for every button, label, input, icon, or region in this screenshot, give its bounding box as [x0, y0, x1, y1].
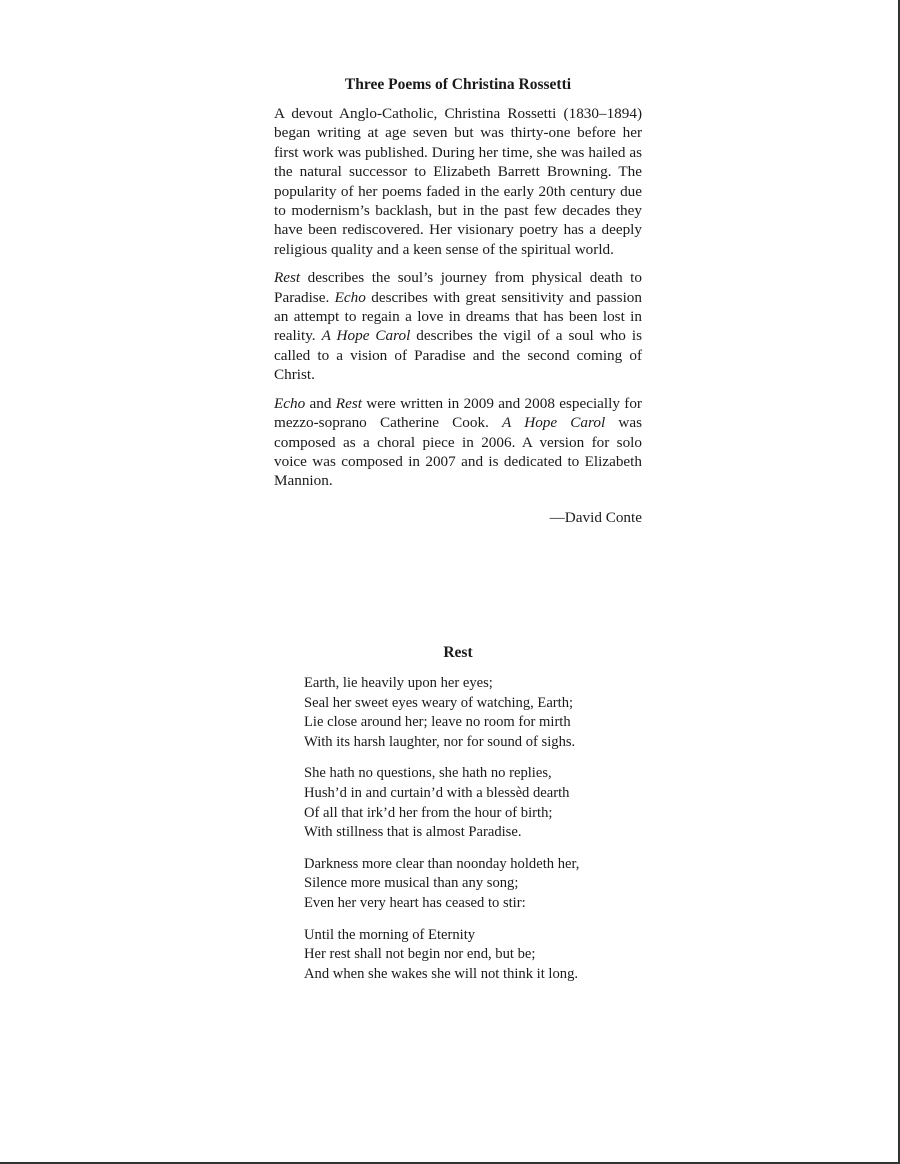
stanza-3 — [304, 855, 664, 914]
para2-text-a: describes the soul’s journey from physical death to Paradise. — [274, 269, 642, 306]
para3-and: and — [305, 394, 336, 412]
poem-line: She hath no questions, she hath no replies, — [304, 765, 552, 782]
poem-line: Darkness more clear than noonday holdeth her, — [304, 855, 580, 872]
poem-line: With stillness that is almost Paradise. — [304, 824, 522, 841]
intro-paragraph-3 — [274, 394, 642, 491]
poem-title: Rest — [443, 644, 473, 661]
stanza-1 — [304, 674, 664, 752]
echo-title-ref: Echo — [334, 288, 366, 306]
poem-line: Her rest shall not begin nor end, but be; — [304, 946, 536, 963]
poem-line: And when she wakes she will not think it long. — [304, 965, 579, 982]
poem-line: With its harsh laughter, nor for sound of sighs. — [304, 733, 576, 750]
poem-line: Earth, lie heavily upon her eyes; — [304, 675, 493, 691]
poem-line: Seal her sweet eyes weary of watching, Earth; — [304, 694, 574, 711]
hope-carol-title-ref: A Hope Carol — [502, 414, 606, 432]
para3-text-a: were written in 2009 and 2008 especially for mezzo-soprano Catherine Cook. — [274, 394, 642, 432]
poem-line: Of all that irk’d her from the hour of birth; — [304, 804, 553, 821]
para3-text-b: was composed as a choral piece in 2006. A version for solo voice was composed in 2007 and is dedicated to Elizabeth Mannion. — [274, 414, 642, 490]
stanza-4 — [304, 926, 664, 985]
rest-title-ref: Rest — [274, 269, 301, 287]
intro-title: Three Poems of Christina Rossetti — [344, 76, 572, 93]
stanza-2 — [304, 764, 664, 842]
poem-line: Lie close around her; leave no room for mirth — [304, 714, 571, 731]
poem-stanzas — [304, 674, 664, 996]
rest-title-ref: Rest — [335, 394, 362, 412]
intro-paragraph-1: A devout Anglo-Catholic, Christina Rossetti (1830–1894) began writing at age seven but was thirty-one before her first work was published. During her time, she was hailed as the natural successor to Elizabeth Barrett Browning. The popularity of her poems faded in the early 20th century due to modernism’s backlash, but in the past few decades they have been rediscovered. Her visionary poetry has a deeply religious quality and a keen sense of the spiritual world. — [274, 105, 642, 258]
intro-section — [274, 76, 642, 527]
hope-carol-title-ref: A Hope Carol — [321, 327, 411, 345]
author-credit: —David Conte — [549, 508, 642, 526]
poem-line: Silence more musical than any song; — [304, 875, 519, 892]
echo-title-ref: Echo — [274, 394, 306, 412]
intro-paragraph-2 — [274, 268, 642, 384]
poem-line: Until the morning of Eternity — [304, 926, 476, 943]
poem-line: Hush’d in and curtain’d with a blessèd dearth — [304, 784, 570, 801]
poem-line: Even her very heart has ceased to stir: — [304, 894, 526, 911]
para2-text-b: describes with great sensitivity and passion an attempt to regain a love in dreams that has been lost in reality. — [274, 288, 642, 345]
para2-text-c: describes the vigil of a soul who is called to a vision of Paradise and the second coming of Christ. — [274, 327, 642, 384]
